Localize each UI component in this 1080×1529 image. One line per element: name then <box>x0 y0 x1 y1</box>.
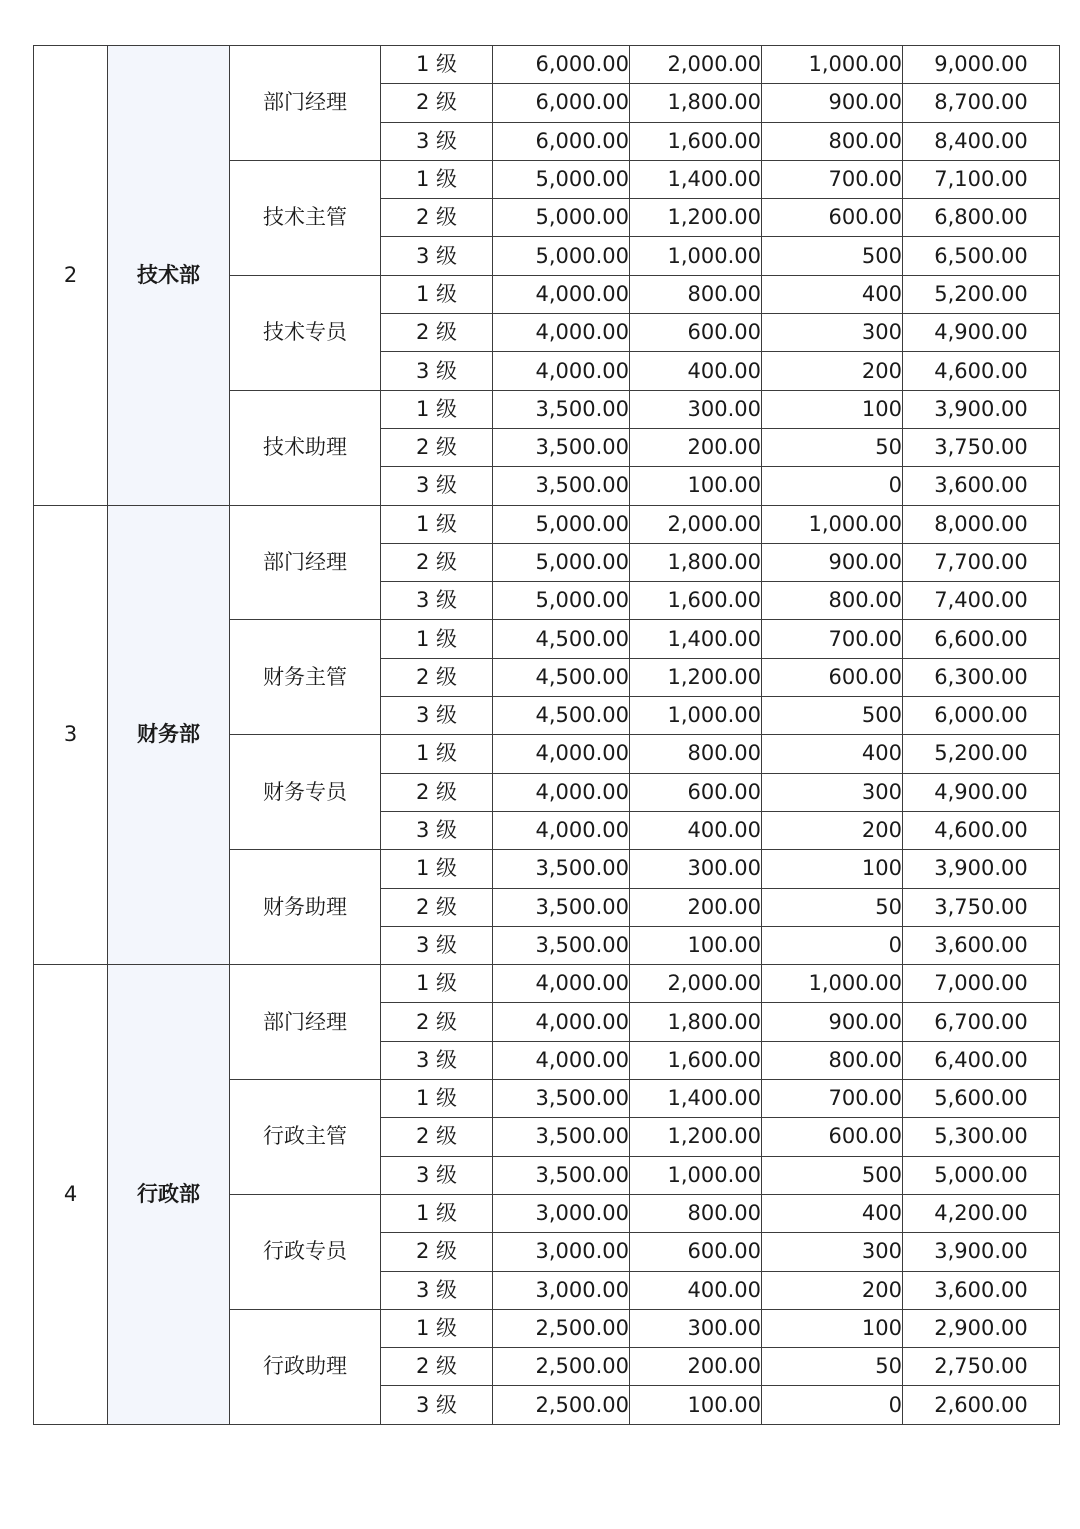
total-salary-cell: 5,600.00 <box>903 1080 1060 1118</box>
total-salary-cell: 3,600.00 <box>903 1271 1060 1309</box>
level-cell: 2 级 <box>381 888 493 926</box>
position-allowance-cell: 300.00 <box>630 850 762 888</box>
department-name-cell: 技术部 <box>108 46 230 506</box>
total-salary-cell: 7,400.00 <box>903 582 1060 620</box>
total-salary-cell: 7,000.00 <box>903 965 1060 1003</box>
total-salary-cell: 3,900.00 <box>903 1233 1060 1271</box>
total-salary-cell: 3,900.00 <box>903 390 1060 428</box>
performance-bonus-cell: 0 <box>762 467 903 505</box>
position-allowance-cell: 200.00 <box>630 428 762 466</box>
level-cell: 1 级 <box>381 1080 493 1118</box>
base-salary-cell: 4,500.00 <box>493 620 630 658</box>
base-salary-cell: 4,000.00 <box>493 735 630 773</box>
position-allowance-cell: 2,000.00 <box>630 965 762 1003</box>
position-title-cell: 技术主管 <box>230 160 381 275</box>
base-salary-cell: 3,500.00 <box>493 1156 630 1194</box>
level-cell: 1 级 <box>381 620 493 658</box>
level-cell: 1 级 <box>381 505 493 543</box>
level-cell: 1 级 <box>381 735 493 773</box>
performance-bonus-cell: 100 <box>762 850 903 888</box>
total-salary-cell: 6,400.00 <box>903 1041 1060 1079</box>
performance-bonus-cell: 400 <box>762 1194 903 1232</box>
position-allowance-cell: 600.00 <box>630 1233 762 1271</box>
position-allowance-cell: 1,800.00 <box>630 84 762 122</box>
performance-bonus-cell: 0 <box>762 926 903 964</box>
total-salary-cell: 4,600.00 <box>903 811 1060 849</box>
level-cell: 3 级 <box>381 122 493 160</box>
base-salary-cell: 4,000.00 <box>493 275 630 313</box>
performance-bonus-cell: 500 <box>762 697 903 735</box>
position-title-cell: 行政助理 <box>230 1309 381 1424</box>
position-allowance-cell: 800.00 <box>630 275 762 313</box>
position-allowance-cell: 100.00 <box>630 926 762 964</box>
position-allowance-cell: 300.00 <box>630 1309 762 1347</box>
base-salary-cell: 5,000.00 <box>493 543 630 581</box>
performance-bonus-cell: 50 <box>762 888 903 926</box>
position-title-cell: 部门经理 <box>230 505 381 620</box>
base-salary-cell: 3,500.00 <box>493 1080 630 1118</box>
performance-bonus-cell: 400 <box>762 275 903 313</box>
level-cell: 3 级 <box>381 352 493 390</box>
total-salary-cell: 9,000.00 <box>903 46 1060 84</box>
position-allowance-cell: 100.00 <box>630 467 762 505</box>
performance-bonus-cell: 1,000.00 <box>762 46 903 84</box>
level-cell: 2 级 <box>381 199 493 237</box>
level-cell: 3 级 <box>381 1271 493 1309</box>
performance-bonus-cell: 900.00 <box>762 543 903 581</box>
total-salary-cell: 4,900.00 <box>903 314 1060 352</box>
department-name-cell: 财务部 <box>108 505 230 965</box>
level-cell: 2 级 <box>381 428 493 466</box>
base-salary-cell: 3,500.00 <box>493 428 630 466</box>
position-title-cell: 技术助理 <box>230 390 381 505</box>
base-salary-cell: 5,000.00 <box>493 582 630 620</box>
base-salary-cell: 3,000.00 <box>493 1271 630 1309</box>
base-salary-cell: 3,000.00 <box>493 1233 630 1271</box>
base-salary-cell: 4,000.00 <box>493 1003 630 1041</box>
position-allowance-cell: 100.00 <box>630 1386 762 1424</box>
total-salary-cell: 6,500.00 <box>903 237 1060 275</box>
performance-bonus-cell: 900.00 <box>762 1003 903 1041</box>
total-salary-cell: 8,700.00 <box>903 84 1060 122</box>
salary-table-body <box>34 46 1060 1425</box>
position-allowance-cell: 800.00 <box>630 735 762 773</box>
base-salary-cell: 5,000.00 <box>493 505 630 543</box>
total-salary-cell: 3,750.00 <box>903 428 1060 466</box>
level-cell: 1 级 <box>381 275 493 313</box>
base-salary-cell: 4,000.00 <box>493 965 630 1003</box>
total-salary-cell: 6,600.00 <box>903 620 1060 658</box>
level-cell: 2 级 <box>381 658 493 696</box>
base-salary-cell: 6,000.00 <box>493 46 630 84</box>
position-allowance-cell: 1,200.00 <box>630 658 762 696</box>
position-allowance-cell: 1,600.00 <box>630 122 762 160</box>
total-salary-cell: 6,700.00 <box>903 1003 1060 1041</box>
base-salary-cell: 2,500.00 <box>493 1348 630 1386</box>
performance-bonus-cell: 1,000.00 <box>762 965 903 1003</box>
position-title-cell: 财务主管 <box>230 620 381 735</box>
position-allowance-cell: 2,000.00 <box>630 46 762 84</box>
table-row <box>34 46 1060 84</box>
position-title-cell: 财务助理 <box>230 850 381 965</box>
position-allowance-cell: 1,000.00 <box>630 237 762 275</box>
performance-bonus-cell: 600.00 <box>762 1118 903 1156</box>
performance-bonus-cell: 200 <box>762 1271 903 1309</box>
position-allowance-cell: 1,600.00 <box>630 1041 762 1079</box>
base-salary-cell: 3,500.00 <box>493 467 630 505</box>
position-allowance-cell: 1,800.00 <box>630 1003 762 1041</box>
performance-bonus-cell: 700.00 <box>762 1080 903 1118</box>
base-salary-cell: 3,500.00 <box>493 850 630 888</box>
level-cell: 2 级 <box>381 1348 493 1386</box>
performance-bonus-cell: 800.00 <box>762 1041 903 1079</box>
performance-bonus-cell: 300 <box>762 314 903 352</box>
performance-bonus-cell: 500 <box>762 1156 903 1194</box>
total-salary-cell: 6,300.00 <box>903 658 1060 696</box>
total-salary-cell: 8,000.00 <box>903 505 1060 543</box>
performance-bonus-cell: 100 <box>762 390 903 428</box>
position-allowance-cell: 1,400.00 <box>630 160 762 198</box>
position-allowance-cell: 800.00 <box>630 1194 762 1232</box>
total-salary-cell: 8,400.00 <box>903 122 1060 160</box>
position-allowance-cell: 400.00 <box>630 1271 762 1309</box>
level-cell: 2 级 <box>381 1233 493 1271</box>
position-allowance-cell: 600.00 <box>630 773 762 811</box>
level-cell: 1 级 <box>381 1309 493 1347</box>
total-salary-cell: 3,900.00 <box>903 850 1060 888</box>
department-name-cell: 行政部 <box>108 965 230 1425</box>
level-cell: 1 级 <box>381 1194 493 1232</box>
base-salary-cell: 6,000.00 <box>493 122 630 160</box>
total-salary-cell: 5,000.00 <box>903 1156 1060 1194</box>
base-salary-cell: 3,500.00 <box>493 888 630 926</box>
position-title-cell: 技术专员 <box>230 275 381 390</box>
position-allowance-cell: 200.00 <box>630 888 762 926</box>
performance-bonus-cell: 300 <box>762 1233 903 1271</box>
base-salary-cell: 4,500.00 <box>493 697 630 735</box>
total-salary-cell: 2,600.00 <box>903 1386 1060 1424</box>
level-cell: 2 级 <box>381 84 493 122</box>
base-salary-cell: 2,500.00 <box>493 1309 630 1347</box>
performance-bonus-cell: 200 <box>762 811 903 849</box>
position-allowance-cell: 2,000.00 <box>630 505 762 543</box>
position-allowance-cell: 1,000.00 <box>630 1156 762 1194</box>
performance-bonus-cell: 50 <box>762 1348 903 1386</box>
level-cell: 2 级 <box>381 543 493 581</box>
department-number-cell: 3 <box>34 505 108 965</box>
base-salary-cell: 4,000.00 <box>493 811 630 849</box>
level-cell: 1 级 <box>381 46 493 84</box>
position-allowance-cell: 1,200.00 <box>630 1118 762 1156</box>
position-allowance-cell: 200.00 <box>630 1348 762 1386</box>
base-salary-cell: 3,000.00 <box>493 1194 630 1232</box>
performance-bonus-cell: 700.00 <box>762 160 903 198</box>
total-salary-cell: 7,700.00 <box>903 543 1060 581</box>
level-cell: 3 级 <box>381 811 493 849</box>
base-salary-cell: 3,500.00 <box>493 926 630 964</box>
level-cell: 3 级 <box>381 1041 493 1079</box>
base-salary-cell: 3,500.00 <box>493 390 630 428</box>
base-salary-cell: 5,000.00 <box>493 160 630 198</box>
base-salary-cell: 4,500.00 <box>493 658 630 696</box>
base-salary-cell: 6,000.00 <box>493 84 630 122</box>
position-title-cell: 部门经理 <box>230 46 381 161</box>
total-salary-cell: 4,200.00 <box>903 1194 1060 1232</box>
position-allowance-cell: 1,000.00 <box>630 697 762 735</box>
base-salary-cell: 2,500.00 <box>493 1386 630 1424</box>
level-cell: 3 级 <box>381 1156 493 1194</box>
position-allowance-cell: 600.00 <box>630 314 762 352</box>
total-salary-cell: 4,600.00 <box>903 352 1060 390</box>
position-allowance-cell: 400.00 <box>630 352 762 390</box>
performance-bonus-cell: 300 <box>762 773 903 811</box>
total-salary-cell: 5,300.00 <box>903 1118 1060 1156</box>
base-salary-cell: 4,000.00 <box>493 352 630 390</box>
level-cell: 3 级 <box>381 697 493 735</box>
position-title-cell: 财务专员 <box>230 735 381 850</box>
total-salary-cell: 2,900.00 <box>903 1309 1060 1347</box>
performance-bonus-cell: 600.00 <box>762 199 903 237</box>
performance-bonus-cell: 800.00 <box>762 582 903 620</box>
total-salary-cell: 4,900.00 <box>903 773 1060 811</box>
performance-bonus-cell: 400 <box>762 735 903 773</box>
base-salary-cell: 5,000.00 <box>493 199 630 237</box>
total-salary-cell: 3,750.00 <box>903 888 1060 926</box>
position-allowance-cell: 1,200.00 <box>630 199 762 237</box>
department-number-cell: 2 <box>34 46 108 506</box>
level-cell: 1 级 <box>381 160 493 198</box>
position-allowance-cell: 400.00 <box>630 811 762 849</box>
level-cell: 3 级 <box>381 582 493 620</box>
table-row <box>34 965 1060 1003</box>
position-title-cell: 行政主管 <box>230 1080 381 1195</box>
level-cell: 2 级 <box>381 773 493 811</box>
level-cell: 3 级 <box>381 237 493 275</box>
position-allowance-cell: 1,400.00 <box>630 1080 762 1118</box>
level-cell: 1 级 <box>381 390 493 428</box>
position-allowance-cell: 1,800.00 <box>630 543 762 581</box>
total-salary-cell: 3,600.00 <box>903 467 1060 505</box>
total-salary-cell: 6,000.00 <box>903 697 1060 735</box>
base-salary-cell: 4,000.00 <box>493 1041 630 1079</box>
total-salary-cell: 2,750.00 <box>903 1348 1060 1386</box>
total-salary-cell: 6,800.00 <box>903 199 1060 237</box>
department-number-cell: 4 <box>34 965 108 1425</box>
base-salary-cell: 4,000.00 <box>493 773 630 811</box>
performance-bonus-cell: 0 <box>762 1386 903 1424</box>
level-cell: 2 级 <box>381 1003 493 1041</box>
base-salary-cell: 4,000.00 <box>493 314 630 352</box>
level-cell: 3 级 <box>381 467 493 505</box>
level-cell: 3 级 <box>381 926 493 964</box>
level-cell: 3 级 <box>381 1386 493 1424</box>
level-cell: 1 级 <box>381 850 493 888</box>
total-salary-cell: 5,200.00 <box>903 275 1060 313</box>
base-salary-cell: 3,500.00 <box>493 1118 630 1156</box>
total-salary-cell: 7,100.00 <box>903 160 1060 198</box>
performance-bonus-cell: 50 <box>762 428 903 466</box>
performance-bonus-cell: 900.00 <box>762 84 903 122</box>
base-salary-cell: 5,000.00 <box>493 237 630 275</box>
position-title-cell: 部门经理 <box>230 965 381 1080</box>
position-title-cell: 行政专员 <box>230 1194 381 1309</box>
performance-bonus-cell: 600.00 <box>762 658 903 696</box>
position-allowance-cell: 1,600.00 <box>630 582 762 620</box>
performance-bonus-cell: 100 <box>762 1309 903 1347</box>
table-row <box>34 505 1060 543</box>
performance-bonus-cell: 700.00 <box>762 620 903 658</box>
level-cell: 2 级 <box>381 314 493 352</box>
level-cell: 1 级 <box>381 965 493 1003</box>
salary-table <box>33 45 1060 1425</box>
performance-bonus-cell: 800.00 <box>762 122 903 160</box>
level-cell: 2 级 <box>381 1118 493 1156</box>
position-allowance-cell: 1,400.00 <box>630 620 762 658</box>
total-salary-cell: 5,200.00 <box>903 735 1060 773</box>
total-salary-cell: 3,600.00 <box>903 926 1060 964</box>
performance-bonus-cell: 500 <box>762 237 903 275</box>
performance-bonus-cell: 200 <box>762 352 903 390</box>
performance-bonus-cell: 1,000.00 <box>762 505 903 543</box>
position-allowance-cell: 300.00 <box>630 390 762 428</box>
